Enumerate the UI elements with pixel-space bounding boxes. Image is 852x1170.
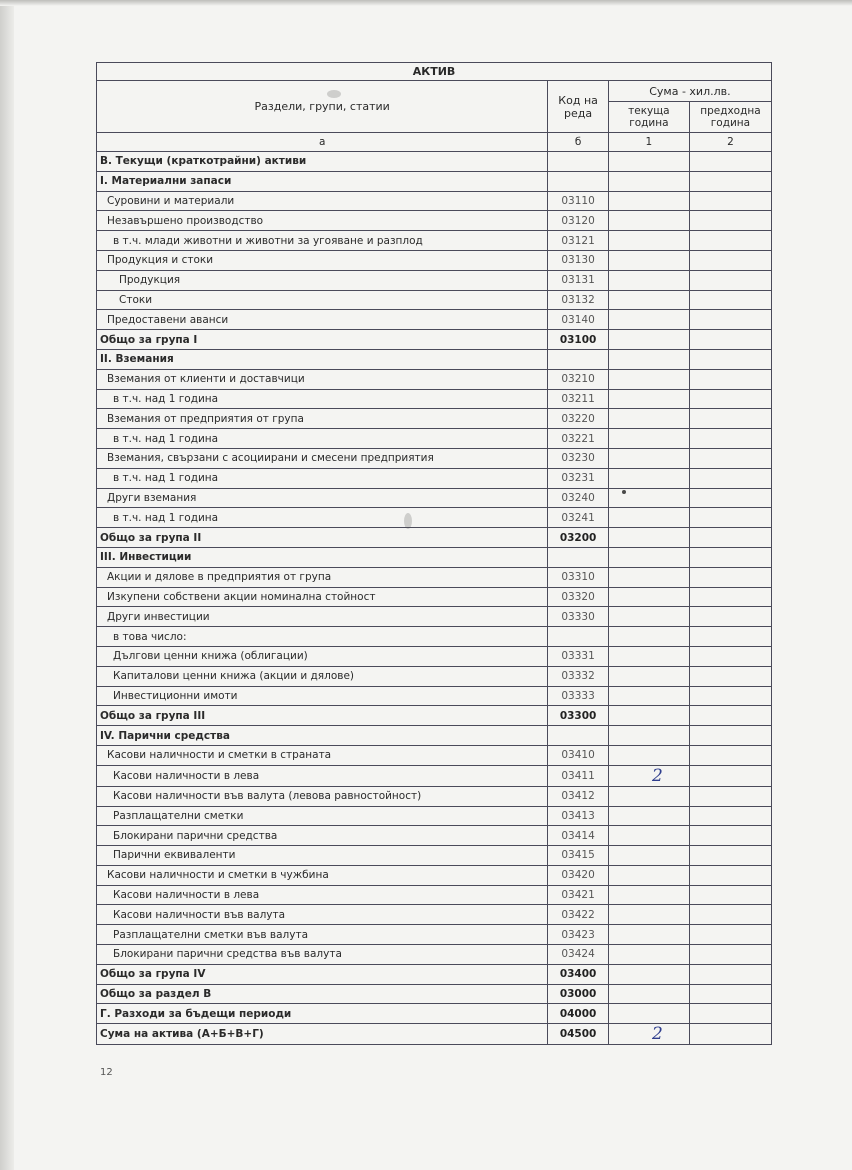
table-row — [97, 846, 772, 866]
row-code — [548, 627, 609, 647]
table-body — [97, 152, 772, 1045]
row-label: Суровини и материали — [97, 191, 548, 211]
row-code: 03413 — [548, 806, 609, 826]
row-label: Блокирани парични средства във валута — [97, 945, 548, 965]
row-previous-year-value[interactable] — [689, 191, 771, 211]
row-previous-year-value[interactable] — [689, 607, 771, 627]
row-previous-year-value[interactable] — [689, 666, 771, 686]
row-previous-year-value[interactable] — [689, 726, 771, 746]
table-row — [97, 191, 772, 211]
row-code: 03230 — [548, 448, 609, 468]
row-current-year-value[interactable] — [608, 349, 689, 369]
row-code: 03132 — [548, 290, 609, 310]
row-label: Парични еквиваленти — [97, 846, 548, 866]
assets-table — [96, 62, 772, 1045]
row-label: Касови наличности в лева — [97, 885, 548, 905]
row-current-year-value[interactable] — [608, 330, 689, 350]
col-header-code: Код на реда — [548, 81, 609, 133]
row-label: Общо за група II — [97, 528, 548, 548]
table-row — [97, 171, 772, 191]
row-current-year-value[interactable] — [608, 726, 689, 746]
row-previous-year-value[interactable] — [689, 211, 771, 231]
table-row — [97, 330, 772, 350]
table-row — [97, 567, 772, 587]
row-label: Капиталови ценни книжа (акции и дялове) — [97, 666, 548, 686]
row-label: Касови наличности във валута (левова равностойност) — [97, 786, 548, 806]
row-previous-year-value[interactable] — [689, 468, 771, 488]
row-current-year-value[interactable] — [608, 468, 689, 488]
scan-edge-left — [0, 0, 14, 1170]
row-label: Други вземания — [97, 488, 548, 508]
row-previous-year-value[interactable] — [689, 925, 771, 945]
row-current-year-value[interactable] — [608, 627, 689, 647]
row-current-year-value[interactable] — [608, 806, 689, 826]
row-label: Други инвестиции — [97, 607, 548, 627]
table-row — [97, 211, 772, 231]
row-label: в т.ч. млади животни и животни за угояване и разплод — [97, 231, 548, 251]
table-row — [97, 1024, 772, 1045]
scan-smudge — [404, 513, 412, 529]
row-current-year-value[interactable] — [608, 171, 689, 191]
table-row — [97, 726, 772, 746]
table-row — [97, 984, 772, 1004]
row-current-year-value[interactable] — [608, 745, 689, 765]
table-row — [97, 409, 772, 429]
row-previous-year-value[interactable] — [689, 984, 771, 1004]
row-current-year-value[interactable]: 2 — [608, 1024, 689, 1045]
table-row — [97, 448, 772, 468]
row-previous-year-value[interactable] — [689, 231, 771, 251]
row-code: 03415 — [548, 846, 609, 866]
row-label: Общо за група IV — [97, 964, 548, 984]
row-code: 03332 — [548, 666, 609, 686]
row-code: 03240 — [548, 488, 609, 508]
row-code: 03210 — [548, 369, 609, 389]
row-previous-year-value[interactable] — [689, 1024, 771, 1045]
table-row — [97, 745, 772, 765]
row-previous-year-value[interactable] — [689, 806, 771, 826]
col-header-previous-year: предходна година — [689, 102, 771, 133]
row-code: 03100 — [548, 330, 609, 350]
row-code: 03310 — [548, 567, 609, 587]
row-previous-year-value[interactable] — [689, 567, 771, 587]
row-label: Разплащателни сметки — [97, 806, 548, 826]
row-code: 03422 — [548, 905, 609, 925]
col-header-sum: Сума - хил.лв. — [608, 81, 771, 102]
row-label: Общо за група III — [97, 706, 548, 726]
table-row — [97, 231, 772, 251]
row-current-year-value[interactable] — [608, 191, 689, 211]
table-row — [97, 765, 772, 786]
table-row — [97, 945, 772, 965]
row-current-year-value[interactable] — [608, 646, 689, 666]
row-code: 03331 — [548, 646, 609, 666]
row-current-year-value[interactable] — [608, 984, 689, 1004]
row-code: 03110 — [548, 191, 609, 211]
row-previous-year-value[interactable] — [689, 905, 771, 925]
row-previous-year-value[interactable] — [689, 865, 771, 885]
row-previous-year-value[interactable] — [689, 330, 771, 350]
row-code: 03200 — [548, 528, 609, 548]
table-row — [97, 270, 772, 290]
row-code: 03420 — [548, 865, 609, 885]
table-row — [97, 290, 772, 310]
row-code: 03412 — [548, 786, 609, 806]
table-row — [97, 885, 772, 905]
table-row — [97, 152, 772, 172]
col-index-b: б — [548, 133, 609, 152]
table-row — [97, 905, 772, 925]
row-code — [548, 726, 609, 746]
row-label: Разплащателни сметки във валута — [97, 925, 548, 945]
row-current-year-value[interactable] — [608, 310, 689, 330]
table-row — [97, 468, 772, 488]
row-label: Вземания, свързани с асоциирани и смесени предприятия — [97, 448, 548, 468]
row-label: Продукция — [97, 270, 548, 290]
table-row — [97, 488, 772, 508]
row-current-year-value[interactable]: 2 — [608, 765, 689, 786]
row-label: Общо за раздел В — [97, 984, 548, 1004]
row-current-year-value[interactable] — [608, 152, 689, 172]
row-previous-year-value[interactable] — [689, 547, 771, 567]
row-label: Блокирани парични средства — [97, 826, 548, 846]
row-code: 03411 — [548, 765, 609, 786]
row-label: Изкупени собствени акции номинална стойност — [97, 587, 548, 607]
row-previous-year-value[interactable] — [689, 488, 771, 508]
row-current-year-value[interactable] — [608, 290, 689, 310]
row-previous-year-value[interactable] — [689, 152, 771, 172]
row-label: Дългови ценни книжа (облигации) — [97, 646, 548, 666]
row-current-year-value[interactable] — [608, 587, 689, 607]
row-current-year-value[interactable] — [608, 706, 689, 726]
row-current-year-value[interactable] — [608, 508, 689, 528]
row-current-year-value[interactable] — [608, 409, 689, 429]
row-current-year-value[interactable] — [608, 448, 689, 468]
row-current-year-value[interactable] — [608, 666, 689, 686]
row-label: в т.ч. над 1 година — [97, 429, 548, 449]
row-previous-year-value[interactable] — [689, 885, 771, 905]
row-current-year-value[interactable] — [608, 905, 689, 925]
row-current-year-value[interactable] — [608, 369, 689, 389]
row-current-year-value[interactable] — [608, 270, 689, 290]
table-row — [97, 806, 772, 826]
row-previous-year-value[interactable] — [689, 745, 771, 765]
row-previous-year-value[interactable] — [689, 964, 771, 984]
row-current-year-value[interactable] — [608, 786, 689, 806]
row-current-year-value[interactable] — [608, 567, 689, 587]
col-index-a: а — [97, 133, 548, 152]
row-code: 04500 — [548, 1024, 609, 1045]
row-code: 03410 — [548, 745, 609, 765]
row-code — [548, 547, 609, 567]
row-label: Вземания от предприятия от група — [97, 409, 548, 429]
row-previous-year-value[interactable] — [689, 409, 771, 429]
row-current-year-value[interactable] — [608, 211, 689, 231]
table-row — [97, 349, 772, 369]
page-number: 12 — [100, 1067, 113, 1078]
col-index-2: 2 — [689, 133, 771, 152]
row-current-year-value[interactable] — [608, 488, 689, 508]
row-label: Незавършено производство — [97, 211, 548, 231]
row-previous-year-value[interactable] — [689, 250, 771, 270]
row-label: Акции и дялове в предприятия от група — [97, 567, 548, 587]
row-code: 03423 — [548, 925, 609, 945]
row-current-year-value[interactable] — [608, 231, 689, 251]
row-current-year-value[interactable] — [608, 846, 689, 866]
row-label: II. Вземания — [97, 349, 548, 369]
row-current-year-value[interactable] — [608, 547, 689, 567]
row-label: Касови наличности и сметки в чужбина — [97, 865, 548, 885]
row-previous-year-value[interactable] — [689, 786, 771, 806]
row-label: Стоки — [97, 290, 548, 310]
row-label: III. Инвестиции — [97, 547, 548, 567]
row-code: 03211 — [548, 389, 609, 409]
row-label: в т.ч. над 1 година — [97, 468, 548, 488]
row-label: Касови наличности във валута — [97, 905, 548, 925]
row-code: 03140 — [548, 310, 609, 330]
row-code: 03220 — [548, 409, 609, 429]
row-previous-year-value[interactable] — [689, 587, 771, 607]
row-code: 04000 — [548, 1004, 609, 1024]
scan-smudge — [327, 90, 341, 98]
row-previous-year-value[interactable] — [689, 349, 771, 369]
row-code: 03300 — [548, 706, 609, 726]
row-previous-year-value[interactable] — [689, 310, 771, 330]
table-title: АКТИВ — [97, 63, 772, 81]
scan-edge-top — [0, 0, 852, 6]
table-row — [97, 646, 772, 666]
row-code: 03121 — [548, 231, 609, 251]
table-row — [97, 964, 772, 984]
row-code: 03130 — [548, 250, 609, 270]
row-current-year-value[interactable] — [608, 250, 689, 270]
row-label: В. Текущи (краткотрайни) активи — [97, 152, 548, 172]
col-header-current-year: текуща година — [608, 102, 689, 133]
row-code — [548, 349, 609, 369]
row-previous-year-value[interactable] — [689, 528, 771, 548]
row-current-year-value[interactable] — [608, 885, 689, 905]
row-previous-year-value[interactable] — [689, 686, 771, 706]
row-previous-year-value[interactable] — [689, 945, 771, 965]
row-previous-year-value[interactable] — [689, 846, 771, 866]
row-label: Г. Разходи за бъдещи периоди — [97, 1004, 548, 1024]
row-code: 03330 — [548, 607, 609, 627]
row-previous-year-value[interactable] — [689, 508, 771, 528]
table-row — [97, 627, 772, 647]
table-row — [97, 925, 772, 945]
row-current-year-value[interactable] — [608, 945, 689, 965]
table-row — [97, 250, 772, 270]
row-current-year-value[interactable] — [608, 389, 689, 409]
row-code: 03131 — [548, 270, 609, 290]
table-row — [97, 369, 772, 389]
row-previous-year-value[interactable] — [689, 171, 771, 191]
row-code: 03120 — [548, 211, 609, 231]
table-row — [97, 706, 772, 726]
row-previous-year-value[interactable] — [689, 270, 771, 290]
row-label: в това число: — [97, 627, 548, 647]
row-code: 03400 — [548, 964, 609, 984]
table-row — [97, 528, 772, 548]
table-row — [97, 587, 772, 607]
row-previous-year-value[interactable] — [689, 706, 771, 726]
table-row — [97, 508, 772, 528]
row-code — [548, 171, 609, 191]
row-label: Вземания от клиенти и доставчици — [97, 369, 548, 389]
scan-dot — [622, 490, 626, 494]
row-previous-year-value[interactable] — [689, 429, 771, 449]
row-code: 03231 — [548, 468, 609, 488]
row-label: Касови наличности и сметки в страната — [97, 745, 548, 765]
table-row — [97, 1004, 772, 1024]
table-row — [97, 666, 772, 686]
row-previous-year-value[interactable] — [689, 389, 771, 409]
row-current-year-value[interactable] — [608, 429, 689, 449]
row-current-year-value[interactable] — [608, 925, 689, 945]
row-current-year-value[interactable] — [608, 607, 689, 627]
table-row — [97, 310, 772, 330]
row-previous-year-value[interactable] — [689, 765, 771, 786]
row-code: 03424 — [548, 945, 609, 965]
row-label: Инвестиционни имоти — [97, 686, 548, 706]
row-previous-year-value[interactable] — [689, 290, 771, 310]
row-label: Сума на активa (А+Б+В+Г) — [97, 1024, 548, 1045]
row-previous-year-value[interactable] — [689, 448, 771, 468]
row-code: 03414 — [548, 826, 609, 846]
row-current-year-value[interactable] — [608, 865, 689, 885]
row-previous-year-value[interactable] — [689, 646, 771, 666]
row-current-year-value[interactable] — [608, 1004, 689, 1024]
table-row — [97, 607, 772, 627]
col-index-1: 1 — [608, 133, 689, 152]
row-code: 03333 — [548, 686, 609, 706]
row-code: 03000 — [548, 984, 609, 1004]
row-previous-year-value[interactable] — [689, 1004, 771, 1024]
table-row — [97, 786, 772, 806]
table-row — [97, 429, 772, 449]
row-label: I. Материални запаси — [97, 171, 548, 191]
row-code: 03241 — [548, 508, 609, 528]
row-label: Предоставени аванси — [97, 310, 548, 330]
table-row — [97, 865, 772, 885]
row-current-year-value[interactable] — [608, 686, 689, 706]
row-current-year-value[interactable] — [608, 528, 689, 548]
row-previous-year-value[interactable] — [689, 369, 771, 389]
row-label: Касови наличности в лева — [97, 765, 548, 786]
row-code — [548, 152, 609, 172]
table-row — [97, 686, 772, 706]
table-row — [97, 826, 772, 846]
row-code: 03320 — [548, 587, 609, 607]
row-current-year-value[interactable] — [608, 964, 689, 984]
row-label: Продукция и стоки — [97, 250, 548, 270]
row-code: 03421 — [548, 885, 609, 905]
row-current-year-value[interactable] — [608, 826, 689, 846]
row-label: IV. Парични средства — [97, 726, 548, 746]
row-previous-year-value[interactable] — [689, 627, 771, 647]
row-label: в т.ч. над 1 година — [97, 389, 548, 409]
col-header-sections: Раздели, групи, статии — [97, 81, 548, 133]
table-row — [97, 547, 772, 567]
row-label: в т.ч. над 1 година — [97, 508, 548, 528]
row-code: 03221 — [548, 429, 609, 449]
row-previous-year-value[interactable] — [689, 826, 771, 846]
row-label: Общо за група I — [97, 330, 548, 350]
table-row — [97, 389, 772, 409]
